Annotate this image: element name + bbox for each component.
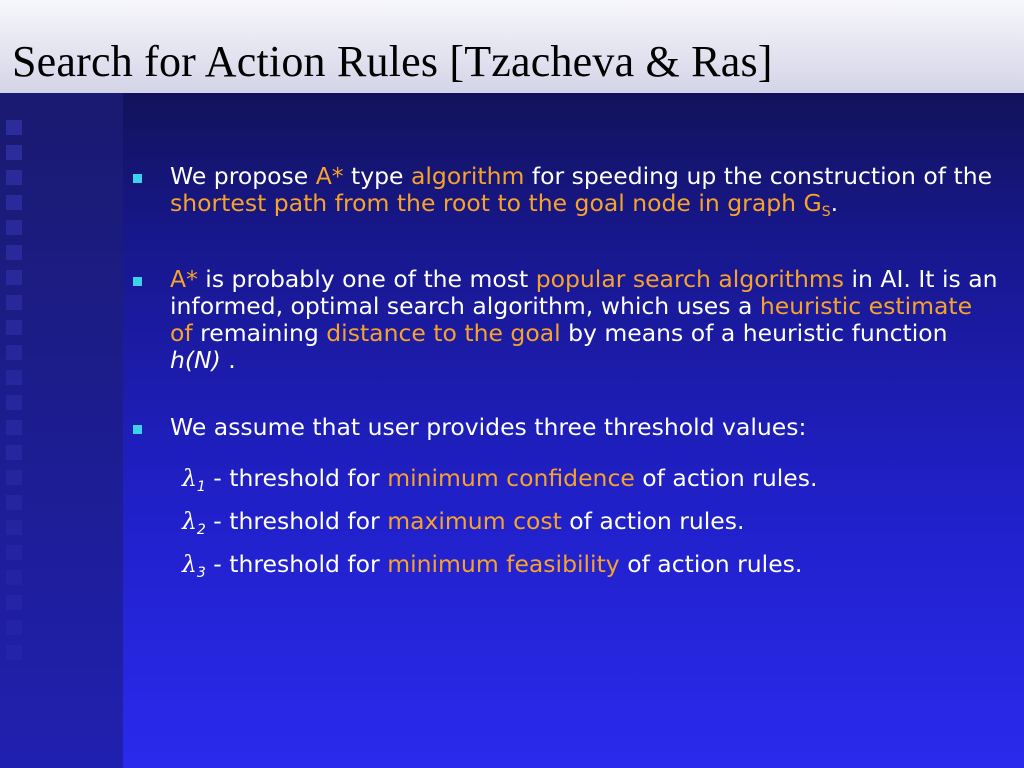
lambda-symbol: λ <box>182 507 197 535</box>
highlighted-text: algorithm <box>410 162 525 190</box>
decorative-square <box>6 420 22 435</box>
bullet-text <box>170 163 1000 226</box>
text-segment: . <box>220 346 236 374</box>
decorative-square <box>6 595 22 610</box>
bullet-item <box>130 163 1000 226</box>
decorative-square <box>6 320 22 335</box>
threshold-item <box>182 547 1000 590</box>
text-segment: . <box>830 189 839 217</box>
highlighted-text: A* <box>170 265 198 293</box>
decorative-square <box>6 270 22 285</box>
threshold-term: maximum cost <box>387 507 562 535</box>
highlighted-text: heuristic estimate of <box>170 292 973 347</box>
threshold-prefix: - threshold for <box>205 464 388 492</box>
decorative-square <box>6 620 22 635</box>
threshold-suffix: of action rules. <box>561 507 745 535</box>
text-segment: is probably one of the most <box>197 265 536 293</box>
decorative-square <box>6 645 22 660</box>
text-segment: We propose <box>170 162 316 190</box>
highlighted-text: popular search algorithms <box>535 265 845 293</box>
threshold-item <box>182 461 1000 504</box>
decorative-square <box>6 195 22 210</box>
text-segment: h(N) <box>170 346 221 374</box>
decorative-square <box>6 395 22 410</box>
threshold-prefix: - threshold for <box>205 550 388 578</box>
text-segment: for speeding up the construction of the <box>524 162 993 190</box>
lambda-symbol: λ <box>182 550 197 578</box>
decorative-square <box>6 345 22 360</box>
text-segment: remaining <box>192 319 327 347</box>
decorative-square <box>6 545 22 560</box>
text-segment: type <box>343 162 411 190</box>
decorative-square <box>6 170 22 185</box>
lambda-index: 2 <box>196 522 206 538</box>
highlighted-text: A* <box>315 162 344 190</box>
slide-body <box>130 163 1000 590</box>
threshold-term: minimum confidence <box>387 464 635 492</box>
square-bullet-icon <box>133 174 142 183</box>
highlighted-text: distance to the goal <box>326 319 561 347</box>
decorative-square <box>6 295 22 310</box>
bullet-item <box>130 414 1000 441</box>
text-segment: We assume that user provides three threshold values: <box>170 413 807 441</box>
threshold-suffix: of action rules. <box>619 550 803 578</box>
text-segment: in AI. It is an informed, optimal search algorithm, which uses a <box>170 265 998 320</box>
threshold-term: minimum feasibility <box>387 550 620 578</box>
decorative-square <box>6 470 22 485</box>
bullet-item <box>130 266 1000 374</box>
decorative-square <box>6 220 22 235</box>
square-bullet-icon <box>133 277 142 286</box>
highlighted-text: shortest path from the root to the goal node in graph G <box>170 189 822 217</box>
lambda-symbol: λ <box>182 464 197 492</box>
decorative-square-column <box>6 120 26 670</box>
square-bullet-icon <box>133 425 142 434</box>
decorative-square <box>6 570 22 585</box>
decorative-square <box>6 145 22 160</box>
decorative-square <box>6 520 22 535</box>
threshold-list <box>130 461 1000 590</box>
bullet-text <box>170 414 1000 441</box>
decorative-square <box>6 370 22 385</box>
slide-title: Search for Action Rules [Tzacheva & Ras] <box>12 37 773 86</box>
highlighted-text: S <box>821 204 831 220</box>
bullet-text <box>170 266 1000 374</box>
decorative-square <box>6 445 22 460</box>
lambda-index: 3 <box>196 565 206 581</box>
decorative-square <box>6 120 22 135</box>
decorative-square <box>6 245 22 260</box>
text-segment: by means of a heuristic function <box>560 319 948 347</box>
threshold-prefix: - threshold for <box>205 507 388 535</box>
threshold-suffix: of action rules. <box>634 464 818 492</box>
decorative-square <box>6 495 22 510</box>
lambda-index: 1 <box>196 479 206 495</box>
threshold-item <box>182 504 1000 547</box>
